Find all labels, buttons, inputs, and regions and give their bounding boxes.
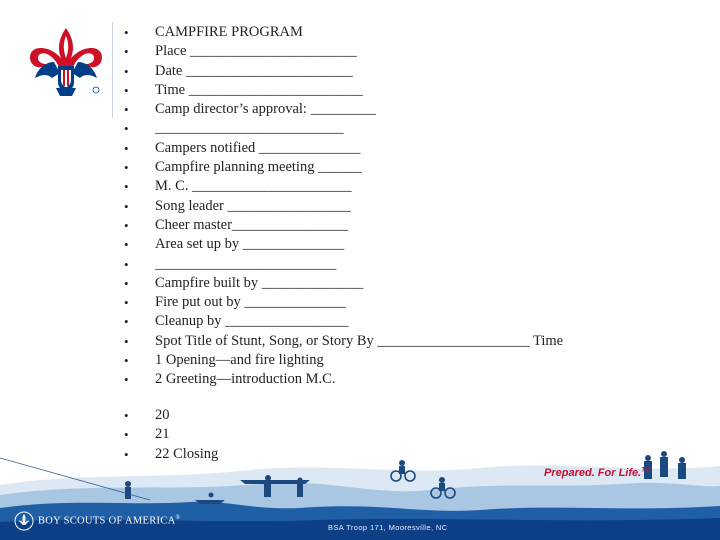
bullet: • [124,63,129,79]
bullet: • [124,25,129,40]
bullet: • [124,140,129,156]
bullet: • [124,333,129,349]
bullet: • [124,427,129,443]
bullet: • [124,160,129,176]
bullet: • [124,275,129,291]
bullet: • [124,372,129,388]
cleanup-line: Cleanup by _________________ [155,313,349,330]
program-title: CAMPFIRE PROGRAM [155,24,303,40]
bullet: • [124,198,129,214]
fire-out-line: Fire put out by ______________ [155,294,346,311]
bullet: • [124,44,129,60]
bullet: • [124,237,129,253]
campers-notified-line: Campers notified ______________ [155,139,361,156]
motto-trademark: TM [641,467,650,474]
bullet: • [124,408,129,423]
planning-meeting-line: Campfire planning meeting ______ [155,159,362,176]
item-20: 20 [155,407,170,423]
area-setup-line: Area set up by ______________ [155,236,345,253]
motto [544,467,650,479]
mc-line: M. C. ______________________ [155,178,352,195]
vertical-divider [112,22,113,118]
campfire-built-line: Campfire built by ______________ [155,274,364,291]
date-line: Date _______________________ [155,62,353,79]
bullet: • [124,295,129,311]
bullet: • [124,217,129,233]
bullet: • [124,121,129,137]
org-name-text: BOY SCOUTS OF AMERICA [38,515,176,527]
motto-text: Prepared. For Life. [544,467,642,479]
opening-line: 1 Opening—and fire lighting [155,352,324,369]
song-leader-line: Song leader _________________ [155,197,351,214]
bullet: • [124,82,129,98]
blank-line: __________________________ [155,120,344,137]
bullet: • [124,314,129,330]
bsa-logo [26,26,106,102]
bullet: • [124,256,129,272]
org-registered-mark: ® [175,515,181,521]
greeting-line: 2 Greeting—introduction M.C. [155,371,336,388]
bullet: • [124,179,129,195]
place-line: Place _______________________ [155,43,357,60]
bullet: • [124,446,129,462]
closing-line: 22 Closing [155,445,219,462]
bullet: • [124,102,129,118]
time-line: Time ________________________ [155,81,363,98]
organization-name [38,515,180,527]
approval-line: Camp director’s approval: _________ [155,101,376,118]
blank-line: _________________________ [155,255,337,272]
cheer-master-line: Cheer master________________ [155,216,348,233]
item-21: 21 [155,426,170,443]
troop-caption: BSA Troop 171, Mooresville, NC [328,523,448,532]
fleur-de-lis-icon [14,511,34,531]
bullet: • [124,353,129,369]
spot-title-line: Spot Title of Stunt, Song, or Story By _____________________ Time [155,332,564,349]
